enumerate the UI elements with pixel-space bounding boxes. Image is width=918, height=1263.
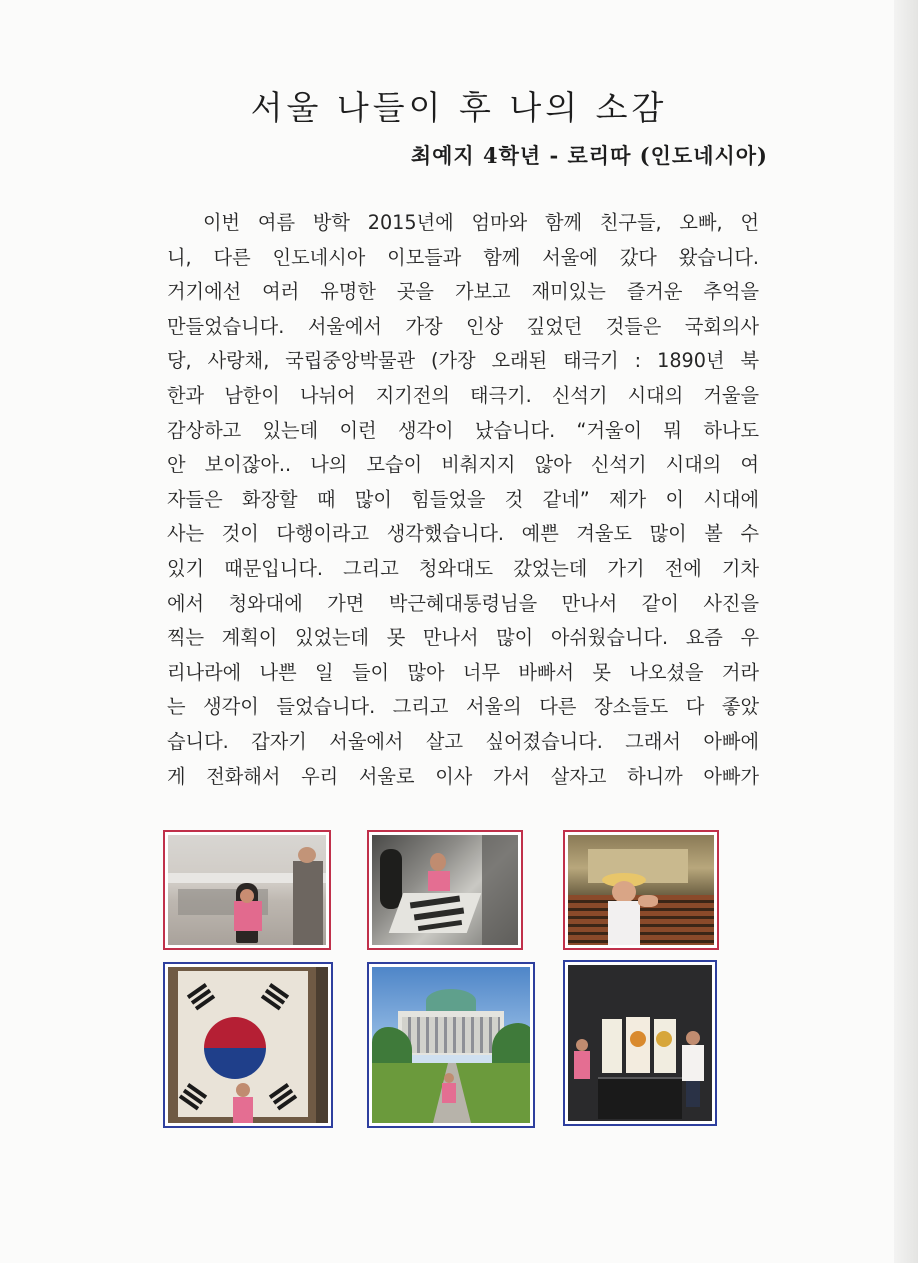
essay-line: 는 생각이 들었습니다. 그리고 서울의 다른 장소들도 다 좋았 bbox=[167, 695, 759, 719]
essay-line: 거기에선 여러 유명한 곳을 가보고 재미있는 즐거운 추억을 bbox=[167, 280, 759, 304]
essay-line: 사는 것이 다행이라고 생각했습니다. 예쁜 겨울도 많이 볼 수 bbox=[167, 522, 759, 546]
page-title: 서울 나들이 후 나의 소감 bbox=[250, 88, 668, 127]
essay-line: 자들은 화장할 때 많이 힘들었을 것 같네” 제가 이 시대에 bbox=[167, 487, 759, 511]
author-byline: 최예지 4학년 - 로리따 (인도네시아) bbox=[410, 143, 768, 168]
essay-line: 안 보이잖아.. 나의 모습이 비춰지지 않아 신석기 시대의 여 bbox=[167, 453, 759, 477]
essay-line: 리나라에 나쁜 일 들이 많아 너무 바빠서 못 나오셨을 거라 bbox=[167, 660, 759, 684]
paper-shadow-edge bbox=[894, 0, 918, 1263]
essay-line: 니, 다른 인도네시아 이모들과 함께 서울에 갔다 왔습니다. bbox=[167, 245, 759, 269]
essay-line: 찍는 계획이 있었는데 못 만나서 많이 아쉬웠습니다. 요즘 우 bbox=[167, 626, 759, 650]
essay-line: 에서 청와대에 가면 박근혜대통령님을 만나서 같이 사진을 bbox=[167, 591, 759, 615]
bronze-mirror-display-photo bbox=[367, 830, 523, 950]
essay-line: 감상하고 있는데 이런 생각이 났습니다. “거울이 뭐 하나도 bbox=[167, 418, 759, 442]
photo-grid bbox=[163, 830, 723, 1130]
national-assembly-chamber-photo bbox=[563, 830, 719, 950]
national-assembly-building-photo bbox=[367, 962, 535, 1128]
assembly-exhibit-photo bbox=[563, 960, 717, 1126]
essay-line: 당, 사랑채, 국립중앙박물관 (가장 오래된 태극기 : 1890년 북 bbox=[167, 349, 759, 373]
essay-line: 있기 때문입니다. 그리고 청와대도 갔었는데 가기 전에 기차 bbox=[167, 556, 759, 580]
essay-line: 만들었습니다. 서울에서 가장 인상 깊었던 것들은 국회의사 bbox=[167, 314, 759, 338]
essay-line: 습니다. 갑자기 서울에서 살고 싶어졌습니다. 그래서 아빠에 bbox=[167, 729, 759, 753]
essay-body bbox=[167, 206, 759, 794]
old-taegukgi-flag-photo bbox=[163, 962, 333, 1128]
essay-line: 한과 남한이 나뉘어 지기전의 태극기. 신석기 시대의 거울을 bbox=[167, 383, 759, 407]
museum-hall-photo bbox=[163, 830, 331, 950]
essay-line: 이번 여름 방학 2015년에 엄마와 함께 친구들, 오빠, 언 bbox=[203, 211, 759, 234]
essay-line: 게 전화해서 우리 서울로 이사 가서 살자고 하니까 아빠가 bbox=[167, 764, 759, 788]
